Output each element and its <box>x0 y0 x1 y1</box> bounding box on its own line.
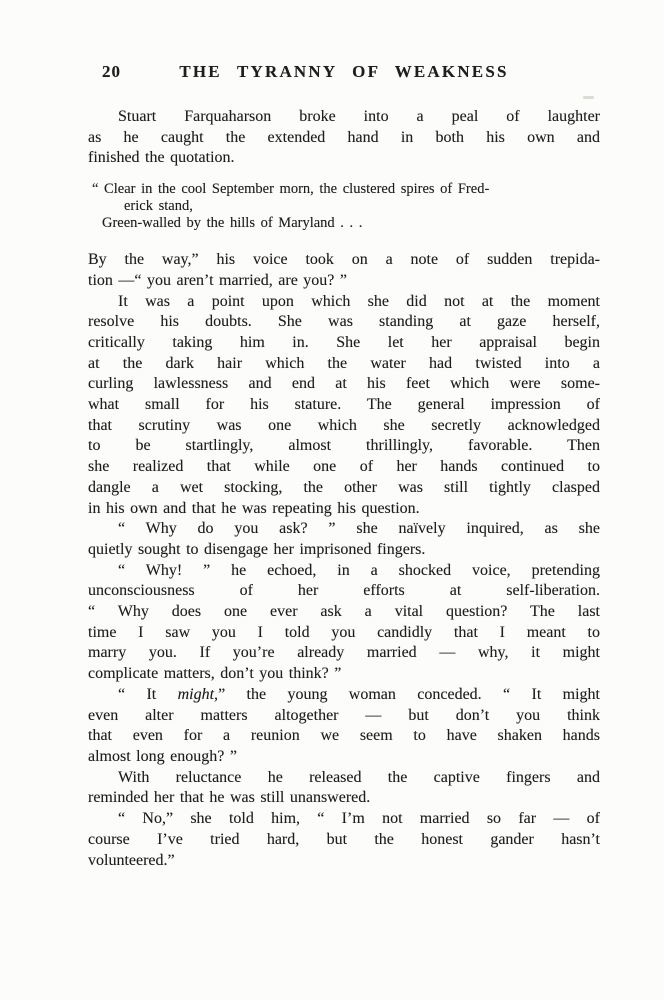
text-line: “ Why does one ever ask a vital question? The last <box>88 603 600 621</box>
running-head <box>88 62 600 84</box>
text-line: even alter matters altogether — but don’t you think <box>88 706 600 724</box>
text-line: time I saw you I told you candidly that I meant to <box>88 623 600 641</box>
paragraph <box>88 292 600 520</box>
paragraph <box>88 561 600 685</box>
text-line: in his own and that he was repeating his question. <box>88 499 420 517</box>
text-line: what small for his stature. The general impression of <box>88 396 600 414</box>
text-line: dangle a wet stocking, the other was still tightly clasped <box>88 478 600 496</box>
text-line: “ Why! ” he echoed, in a shocked voice, pretending <box>118 561 600 579</box>
text-line: marry you. If you’re already married — why, it might <box>88 644 600 662</box>
text-line: that even for a reunion we seem to have shaken hands <box>88 727 600 745</box>
paragraph <box>88 519 600 560</box>
text-line: It was a point upon which she did not at the moment <box>118 292 600 310</box>
text-line: complicate matters, don’t you think? ” <box>88 665 342 683</box>
text-line: volunteered.” <box>88 851 175 869</box>
text-line: With reluctance he released the captive fingers and <box>118 768 600 786</box>
paragraph <box>88 809 600 871</box>
paragraph <box>88 107 600 169</box>
text-line: she realized that while one of her hands continued to <box>88 458 600 476</box>
text-line: reminded her that he was still unanswered. <box>88 789 371 807</box>
text-block <box>88 107 600 871</box>
paragraph <box>88 768 600 809</box>
verse-line: Green-walled by the hills of Maryland . . . <box>102 215 363 232</box>
text-line: to be startlingly, almost thrillingly, favorable. Then <box>88 437 600 455</box>
text-line: unconsciousness of her efforts at self-liberation. <box>88 582 600 600</box>
text-line: almost long enough? ” <box>88 747 237 765</box>
verse-quotation <box>88 181 600 232</box>
text-line: By the way,” his voice took on a note of sudden trepida- <box>88 251 600 269</box>
text-line: at the dark hair which the water had twisted into a <box>88 354 600 372</box>
running-title: THE TYRANNY OF WEAKNESS <box>179 62 509 81</box>
text-line: curling lawlessness and end at his feet which were some- <box>88 375 600 393</box>
text-line: quietly sought to disengage her imprisoned fingers. <box>88 540 426 558</box>
text-line: resolve his doubts. She was standing at gaze herself, <box>88 313 600 331</box>
verse-line: erick stand, <box>124 198 193 215</box>
text-line: Stuart Farquaharson broke into a peal of laughter <box>118 108 600 125</box>
text-line: finished the quotation. <box>88 149 235 167</box>
text-line: “ Why do you ask? ” she naïvely inquired, as she <box>118 520 600 538</box>
verse-line: “ Clear in the cool September morn, the clustered spires of Fred- <box>92 181 490 198</box>
text-line: tion —“ you aren’t married, are you? ” <box>88 271 347 289</box>
text-line <box>88 685 600 706</box>
page-number: 20 <box>102 62 121 81</box>
text-line: as he caught the extended hand in both his own and <box>88 128 600 146</box>
paragraph <box>88 250 600 291</box>
text-line: that scrutiny was one which she secretly acknowledged <box>88 416 600 434</box>
paragraph <box>88 685 600 768</box>
italic-word: might, <box>177 685 219 703</box>
text-line: critically taking him in. She let her appraisal begin <box>88 333 600 351</box>
text-line: course I’ve tried hard, but the honest gander hasn’t <box>88 830 600 848</box>
scan-artifact <box>583 96 594 99</box>
text-segment: ” the young woman conceded. “ It might <box>218 685 600 703</box>
text-line: “ No,” she told him, “ I’m not married so far — of <box>118 810 600 828</box>
text-segment: “ It <box>118 685 178 703</box>
